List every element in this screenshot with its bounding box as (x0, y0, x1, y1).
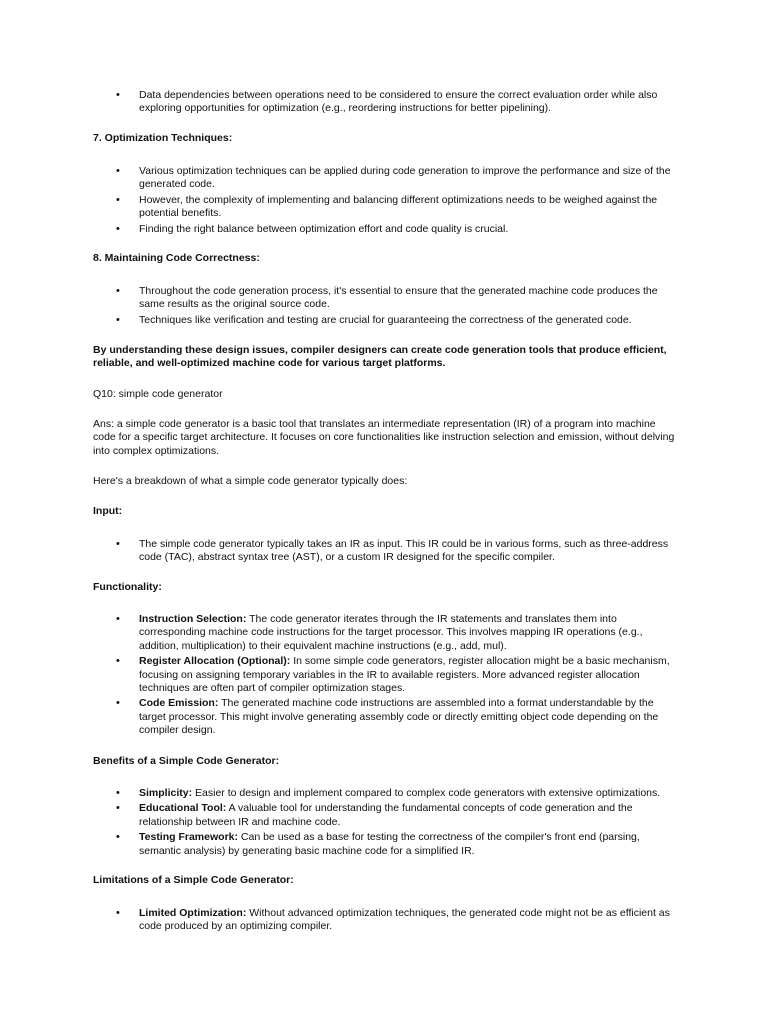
benefits-heading: Benefits of a Simple Code Generator: (93, 755, 280, 767)
bullet-icon: • (116, 697, 120, 710)
list-item-text: Various optimization techniques can be applied during code generation to improve the performance and size of the generated code. (139, 165, 671, 191)
bullet-list-7 (0, 165, 678, 238)
list-item-term: Register Allocation (Optional): (139, 655, 291, 668)
question-heading: Q10: simple code generator (93, 388, 223, 400)
bullet-icon: • (116, 313, 120, 326)
list-item-term: Code Emission: (139, 697, 219, 710)
section-heading-8: 8. Maintaining Code Correctness: (93, 252, 260, 264)
bullet-list-dependencies (0, 89, 678, 118)
list-item-text: Finding the right balance between optimization effort and code quality is crucial. (139, 222, 509, 235)
bullet-icon: • (116, 89, 120, 101)
list-item-text: The code generator iterates through the IR statements and translates them into corresponding machine code instructions for the target processor. This involves mapping IR operations (e.g., addition, multiplication) to their equivalent machine instructions (e.g., add, mul). (139, 613, 643, 652)
limitations-heading: Limitations of a Simple Code Generator: (93, 874, 294, 886)
list-item (0, 802, 678, 829)
bullet-icon: • (116, 802, 120, 815)
list-item-text: The generated machine code instructions are assembled into a format understandable by the target processor. This might involve generating assembly code or directly emitting object code depending on the compiler design. (139, 697, 659, 737)
list-item-text: Throughout the code generation process, it's essential to ensure that the generated machine code produces the same results as the original source code. (139, 285, 658, 311)
list-item-text: Can be used as a base for testing the correctness of the compiler's front end (parsing, semantic analysis) by generating basic machine code for a simplified IR. (139, 831, 640, 857)
list-item (0, 907, 678, 934)
list-item-text: Easier to design and implement compared to complex code generators with extensive optimizations. (192, 787, 661, 799)
list-item (0, 285, 678, 312)
list-item-term: Limited Optimization: (139, 907, 247, 919)
list-item-text: Techniques like verification and testing are crucial for guaranteeing the correctness of the generated code. (139, 313, 632, 326)
list-item-term: Educational Tool: (139, 802, 227, 815)
list-item-term: Simplicity: (139, 787, 193, 799)
bullet-icon: • (116, 222, 120, 235)
list-item (0, 165, 678, 192)
list-item (0, 697, 678, 737)
list-item-text: In some simple code generators, register allocation might be a basic mechanism, focusing on assigning temporary variables in the IR to available registers. More advanced register allocation techniques are often part of compiler optimization stages. (139, 655, 670, 695)
list-item (0, 194, 678, 221)
section-heading-7: 7. Optimization Techniques: (93, 132, 233, 144)
list-item (0, 655, 678, 695)
answer-paragraph: Ans: a simple code generator is a basic tool that translates an intermediate representation (IR) of a program into machine code for a specific target architecture. It focuses on core functionalities like instruction selection and emission, without delving into complex optimizations. (93, 418, 675, 457)
list-item (0, 538, 678, 565)
bullet-icon: • (116, 907, 120, 919)
bullet-icon: • (116, 538, 120, 550)
list-item-text: A valuable tool for understanding the fundamental concepts of code generation and the relationship between IR and machine code. (139, 802, 633, 828)
bullet-icon: • (116, 285, 120, 297)
list-item (0, 613, 678, 653)
bullet-icon: • (116, 193, 120, 206)
list-item (0, 787, 678, 800)
bullet-icon: • (116, 787, 120, 799)
functionality-heading: Functionality: (93, 581, 162, 593)
list-item-text: However, the complexity of implementing and balancing different optimizations needs to be weighed against the potential benefits. (139, 193, 658, 220)
list-item-text: The simple code generator typically takes an IR as input. This IR could be in various forms, such as three-address code (TAC), abstract syntax tree (AST), or a custom IR designed for the specific compiler. (139, 538, 669, 564)
list-item-term: Instruction Selection: (139, 613, 247, 625)
bullet-icon: • (116, 831, 120, 844)
bullet-list-functionality (0, 613, 678, 740)
list-item-text: Data dependencies between operations need to be considered to ensure the correct evaluation order while also exploring opportunities for optimization (e.g., reordering instructions for better pipelining). (139, 89, 658, 115)
list-item-text: Without advanced optimization techniques, the generated code might not be as efficient as code produced by an optimizing compiler. (139, 907, 670, 933)
list-item (0, 89, 678, 116)
input-heading: Input: (93, 505, 123, 517)
bullet-icon: • (116, 613, 120, 625)
bullet-list-benefits (0, 787, 678, 860)
bullet-list-limitations (0, 907, 678, 936)
bullet-list-input (0, 538, 678, 567)
list-item (0, 314, 678, 327)
bullet-icon: • (116, 655, 120, 668)
summary-paragraph: By understanding these design issues, compiler designers can create code generation tools that produce efficient, reliable, and well-optimized machine code for various target platforms. (93, 344, 667, 370)
list-item (0, 831, 678, 858)
list-item (0, 223, 678, 236)
list-item-term: Testing Framework: (139, 831, 238, 844)
bullet-list-8 (0, 285, 678, 329)
breakdown-paragraph: Here's a breakdown of what a simple code generator typically does: (93, 475, 408, 487)
bullet-icon: • (116, 165, 120, 177)
